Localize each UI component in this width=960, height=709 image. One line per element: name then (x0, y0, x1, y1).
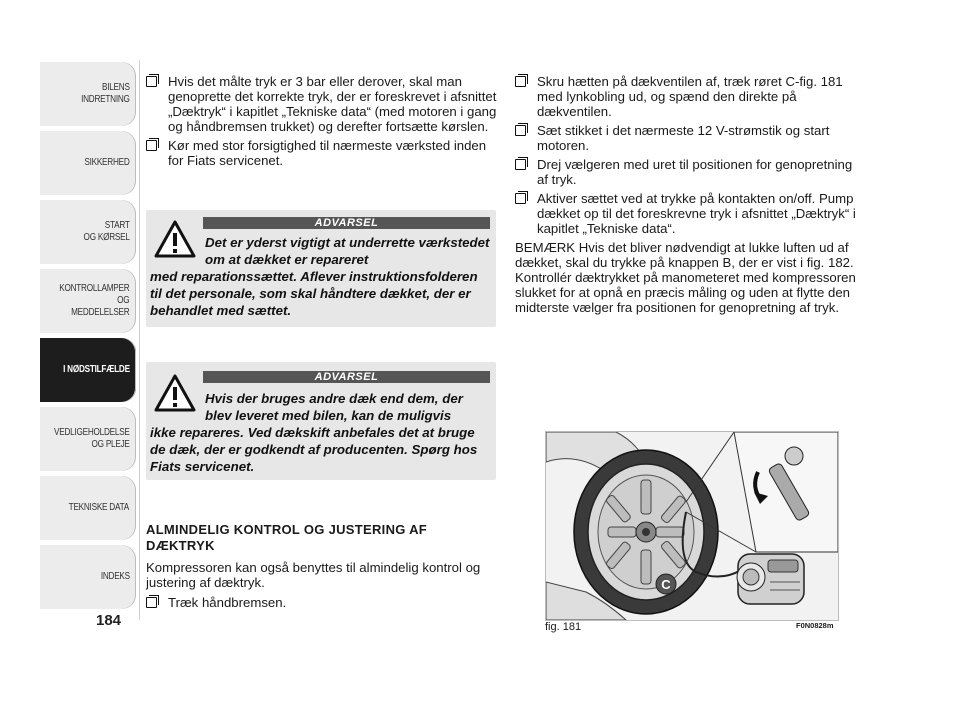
list-item-text: Træk håndbremsen. (168, 595, 287, 610)
warning-label: ADVARSEL (203, 217, 490, 229)
tab-label: VEDLIGEHOLDELSE OG PLEJE (53, 427, 130, 450)
section-heading: ALMINDELIG KONTROL OG JUSTERING AF DÆKTRYK (146, 522, 428, 553)
tab-label: I NØDSTILFÆLDE (62, 364, 130, 375)
checkbox-bullet-icon (515, 159, 526, 170)
figure-caption: fig. 181 (545, 621, 582, 633)
list-item-text: Drej vælgeren med uret til positionen for genopretning af tryk. (537, 157, 853, 187)
tab-kontrollamper[interactable] (40, 269, 136, 333)
list-item (146, 595, 486, 610)
figure-code: F0N0828m (796, 621, 834, 630)
checkbox-bullet-icon (146, 597, 157, 608)
checkbox-bullet-icon (515, 76, 526, 87)
warning-box (146, 362, 496, 480)
tab-label: SIKKERHED (84, 157, 130, 168)
list-item-text: Aktiver sættet ved at trykke på kontakten on/off. Pump dækket op til det foreskrevne tryk i afsnittet „Dæktryk“ i kapitlet „Tekniske data“. (537, 191, 856, 236)
list-item-text: Kør med stor forsigtighed til nærmeste værksted inden for Fiats servicenet. (168, 138, 487, 168)
tab-sikkerhed[interactable] (40, 131, 136, 195)
warning-text-rest: med reparationssættet. Aflever instruktionsfolderen til det personale, som skal håndtere dækket, der er behandlet med sættet. (150, 269, 478, 318)
checkbox-bullet-icon (515, 125, 526, 136)
tab-tekniske-data[interactable] (40, 476, 136, 540)
list-item-text: Hvis det målte tryk er 3 bar eller derover, skal man genoprette det korrekte tryk, der er foreskrevet i afsnittet „Dæktryk“ i kapitlet „Tekniske data“ (med motoren i gang og håndbremsen trukket) og derefter fortsætte kørslen. (168, 74, 497, 134)
list-item-text: Sæt stikket i det nærmeste 12 V-strømstik og start motoren. (537, 123, 830, 153)
tab-label: INDEKS (100, 571, 130, 582)
tab-label: BILENS INDRETNING (80, 82, 130, 105)
list-item-text: Skru hætten på dækventilen af, træk røret C-fig. 181 med lynkobling ud, og spænd den direkte på dækventilen. (537, 74, 843, 119)
callout-c-label: C (661, 577, 671, 592)
warning-text-lead: Det er yderst vigtigt at underrette værkstedet om at dækket er repareret (205, 235, 490, 267)
tab-vedligeholdelse[interactable] (40, 407, 136, 471)
tire-compressor-illustration (546, 432, 838, 620)
page-number: 184 (96, 612, 122, 629)
warning-text (150, 234, 490, 319)
section-general-check (146, 522, 486, 614)
list-item (146, 74, 498, 134)
list-item (515, 74, 863, 119)
warning-text (150, 390, 490, 475)
checkbox-bullet-icon (146, 140, 157, 151)
tab-label: TEKNISKE DATA (69, 502, 130, 513)
warning-label: ADVARSEL (203, 371, 490, 383)
sidebar-divider (139, 60, 140, 620)
checkbox-bullet-icon (515, 193, 526, 204)
section-paragraph: Kompressoren kan også benyttes til almindelig kontrol og justering af dæktryk. (146, 560, 481, 590)
tab-i-nodstilfaelde[interactable] (40, 338, 136, 402)
warning-box (146, 210, 496, 327)
note-paragraph: BEMÆRK Hvis det bliver nødvendigt at lukke luften ud af dækket, skal du trykke på knappen B, der er vist i fig. 182. Kontrollér dæktrykket på manometeret med kompressoren slukket for at opnå en præcis måling og uden at flytte den midterste vælger fra positionen for genopretning af tryk. (515, 240, 856, 315)
right-column (515, 74, 863, 315)
list-item (515, 123, 863, 153)
tab-label: START OG KØRSEL (83, 220, 130, 243)
figure-181 (545, 431, 839, 621)
warning-text-rest: ikke repareres. Ved dækskift anbefales det at bruge de dæk, der er godkendt af producenten. Spørg hos Fiats servicenet. (150, 425, 478, 474)
tab-bilens-indretning[interactable] (40, 62, 136, 126)
tab-indeks[interactable] (40, 545, 136, 609)
tab-start-og-korsel[interactable] (40, 200, 136, 264)
list-item (515, 191, 863, 236)
checkbox-bullet-icon (146, 76, 157, 87)
list-item (146, 138, 498, 168)
tab-label: KONTROLLAMPER OG MEDDELELSER (59, 283, 130, 318)
warning-text-lead: Hvis der bruges andre dæk end dem, der blev leveret med bilen, kan de muligvis (205, 391, 463, 423)
list-item (515, 157, 863, 187)
left-column-bullets (146, 74, 498, 172)
